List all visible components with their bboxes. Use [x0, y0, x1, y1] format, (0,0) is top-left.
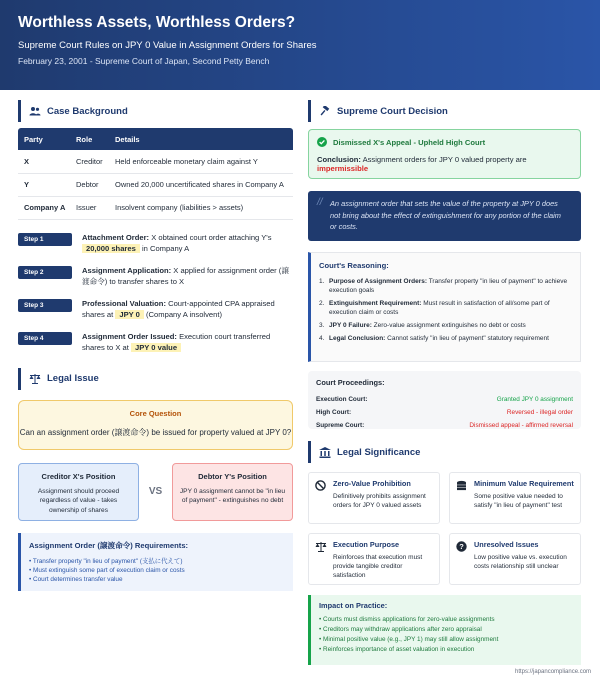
step-4: [18, 331, 293, 354]
item-label: Extinguishment Requirement:: [329, 300, 422, 307]
item-number: 4.: [319, 335, 325, 342]
requirements-box: [18, 533, 293, 591]
card-title: Execution Purpose: [333, 540, 400, 549]
court-result: Granted JPY 0 assignment: [496, 396, 573, 403]
impact-title: Impact on Practice:: [319, 601, 388, 610]
decision-box: [308, 129, 581, 179]
legal-issue-title: Legal Issue: [47, 373, 99, 384]
question-icon: [456, 541, 467, 552]
party-cell: Y: [18, 173, 70, 196]
table-row: [18, 173, 293, 196]
decision-heading: [308, 100, 581, 122]
step-badge: Step 1: [18, 233, 72, 246]
details-cell: Insolvent company (liabilities > assets): [109, 196, 293, 219]
card-title: Unresolved Issues: [474, 540, 539, 549]
page-title: Worthless Assets, Worthless Orders?: [18, 14, 296, 31]
step-title: Assignment Application:: [82, 265, 172, 275]
scale-icon: [315, 541, 327, 552]
significance-grid: [308, 472, 581, 585]
list-item: • Courts must dismiss applications for zero-value assignments: [319, 616, 495, 623]
debtor-position: [172, 463, 293, 521]
step-text: [82, 265, 293, 288]
significance-card: [308, 533, 440, 585]
core-question-box: [18, 400, 293, 450]
item-label: Legal Conclusion:: [329, 335, 386, 342]
card-title: Zero-Value Prohibition: [333, 479, 411, 488]
item-number: 1.: [319, 278, 325, 285]
card-body: Some positive value needed to satisfy "in lieu of payment" test: [474, 493, 563, 509]
conclusion-emphasis: impermissible: [317, 164, 369, 173]
conclusion-text: Assignment orders for JPY 0 valued property are: [360, 155, 527, 164]
col-party: Party: [18, 128, 70, 150]
verdict-text: Dismissed X's Appeal - Upheld High Court: [333, 137, 486, 147]
step-highlight: JPY 0: [115, 310, 144, 319]
debtor-position-title: Debtor Y's Position: [198, 471, 267, 481]
core-question-title: Core Question: [129, 408, 182, 418]
step-pre: Court-appointed CPA appraised shares at: [82, 298, 275, 319]
proceeding-row: [316, 393, 573, 406]
list-item: • Creditors may withdraw applications after zero appraisal: [319, 626, 482, 633]
creditor-position: [18, 463, 139, 521]
step-pre: X obtained court order attaching Y's: [149, 232, 272, 242]
coins-icon: [456, 480, 467, 491]
quote-icon: //: [317, 197, 323, 208]
step-highlight: JPY 0 value: [131, 343, 181, 352]
conclusion-label: Conclusion:: [317, 155, 361, 164]
step-2: [18, 265, 293, 288]
item-text: Zero-value assignment extinguishes no debt or costs: [371, 322, 526, 329]
court-name: Supreme Court:: [316, 422, 365, 429]
institution-icon: [319, 447, 331, 458]
list-item: • Transfer property "in lieu of payment" (支払に代えて): [29, 557, 183, 565]
proceedings-title: Court Proceedings:: [316, 378, 385, 387]
step-3: [18, 298, 293, 321]
step-badge: Step 2: [18, 266, 72, 279]
role-cell: Debtor: [70, 173, 109, 196]
list-item: • Reinforces importance of asset valuation in execution: [319, 646, 475, 653]
step-post: (Company A insolvent): [143, 310, 223, 319]
decision-title: Supreme Court Decision: [337, 105, 448, 117]
step-text: [82, 331, 293, 354]
proceeding-row: [316, 419, 573, 432]
significance-heading: [308, 441, 581, 463]
list-item: [319, 299, 574, 317]
proceeding-row: [316, 406, 573, 419]
item-number: 3.: [319, 322, 325, 329]
scale-icon: [29, 373, 41, 384]
right-column: [308, 100, 581, 665]
step-pre: X applied for assignment order (譲渡命令) to transfer shares to X: [82, 265, 289, 286]
step-text: [82, 232, 272, 255]
left-column: [18, 100, 293, 591]
role-cell: Issuer: [70, 196, 109, 219]
holding-quote: [308, 191, 581, 241]
step-text: [82, 298, 293, 321]
legal-issue-heading: [18, 368, 293, 390]
court-name: High Court:: [316, 409, 352, 416]
step-badge: Step 4: [18, 332, 72, 345]
conclusion: [317, 155, 572, 173]
item-text: Cannot satisfy "in lieu of payment" statutory requirement: [385, 335, 549, 342]
case-background-heading: [18, 100, 293, 122]
court-result: Dismissed appeal - affirmed reversal: [469, 422, 573, 429]
case-table: [18, 128, 293, 220]
impact-box: [308, 595, 581, 665]
card-body: Definitively prohibits assignment orders for JPY 0 valued assets: [333, 493, 426, 509]
step-highlight: 20,000 shares: [82, 244, 140, 253]
versus-label: VS: [148, 486, 163, 497]
step-1: [18, 232, 293, 255]
list-item: • Must extinguish some part of execution claim or costs: [29, 566, 185, 574]
footer-url[interactable]: https://japancompliance.com: [515, 669, 592, 675]
item-text: Must result in satisfaction of all/some part of execution claim or costs: [329, 300, 550, 316]
page-header: [0, 0, 600, 90]
case-background-title: Case Background: [47, 105, 128, 117]
reasoning-box: [308, 252, 581, 362]
debtor-position-body: JPY 0 assignment cannot be "in lieu of payment" - extinguishes no debt: [179, 487, 286, 504]
verdict: [317, 137, 572, 147]
proceedings-box: [308, 371, 581, 429]
creditor-position-body: Assignment should proceed regardless of value - takes ownership of shares: [37, 487, 120, 514]
step-title: Professional Valuation:: [82, 298, 166, 308]
details-cell: Held enforceable monetary claim against Y: [109, 150, 293, 173]
col-details: Details: [109, 128, 293, 150]
positions-row: [18, 463, 293, 521]
svg-text:?: ?: [459, 542, 464, 552]
reasoning-title: Court's Reasoning:: [319, 261, 389, 270]
card-title: Minimum Value Requirement: [474, 479, 574, 488]
step-title: Assignment Order Issued:: [82, 331, 177, 341]
card-body: Low positive value vs. execution costs relationship still unclear: [474, 554, 567, 570]
role-cell: Creditor: [70, 150, 109, 173]
significance-card: [308, 472, 440, 524]
court-name: Execution Court:: [316, 396, 368, 403]
users-icon: [29, 106, 41, 116]
item-label: JPY 0 Failure:: [329, 322, 372, 329]
significance-card: [449, 472, 581, 524]
details-cell: Owned 20,000 uncertificated shares in Company A: [109, 173, 293, 196]
gavel-icon: [319, 106, 331, 117]
step-title: Attachment Order:: [82, 232, 150, 242]
court-result: Reversed - illegal order: [506, 409, 573, 416]
step-post: in Company A: [139, 244, 190, 253]
party-cell: Company A: [18, 196, 70, 219]
item-label: Purpose of Assignment Orders:: [329, 278, 427, 285]
list-item: • Minimal positive value (e.g., JPY 1) may still allow assignment: [319, 636, 499, 643]
list-item: [319, 334, 574, 343]
party-cell: X: [18, 150, 70, 173]
prohibition-icon: [315, 480, 326, 491]
page-subtitle: Supreme Court Rules on JPY 0 Value in Assignment Orders for Shares: [18, 40, 317, 51]
col-role: Role: [70, 128, 109, 150]
page-date: February 23, 2001 - Supreme Court of Japan, Second Petty Bench: [18, 56, 270, 66]
core-question-text: Can an assignment order (譲渡命令) be issued for property valued at JPY 0?: [19, 427, 292, 437]
item-text: Transfer property "in lieu of payment" to achieve execution goals: [329, 278, 568, 294]
list-item: [319, 321, 574, 330]
table-row: [18, 150, 293, 173]
procedure-steps: [18, 232, 293, 354]
quote-text: An assignment order that sets the value of the property at JPY 0 does not bring about the effect of extinguishment for any portion of the claim or costs.: [330, 199, 561, 231]
check-circle-icon: [317, 137, 327, 147]
list-item: • Court determines transfer value: [29, 575, 123, 583]
step-badge: Step 3: [18, 299, 72, 312]
table-row: [18, 196, 293, 219]
step-pre: Execution court transferred shares to X at: [82, 331, 271, 352]
card-body: Reinforces that execution must provide tangible creditor satisfaction: [333, 554, 423, 579]
list-item: [319, 277, 574, 295]
significance-title: Legal Significance: [337, 446, 421, 458]
creditor-position-title: Creditor X's Position: [41, 471, 116, 481]
item-number: 2.: [319, 300, 325, 307]
requirements-title: Assignment Order (譲渡命令) Requirements:: [29, 540, 189, 550]
significance-card: [449, 533, 581, 585]
